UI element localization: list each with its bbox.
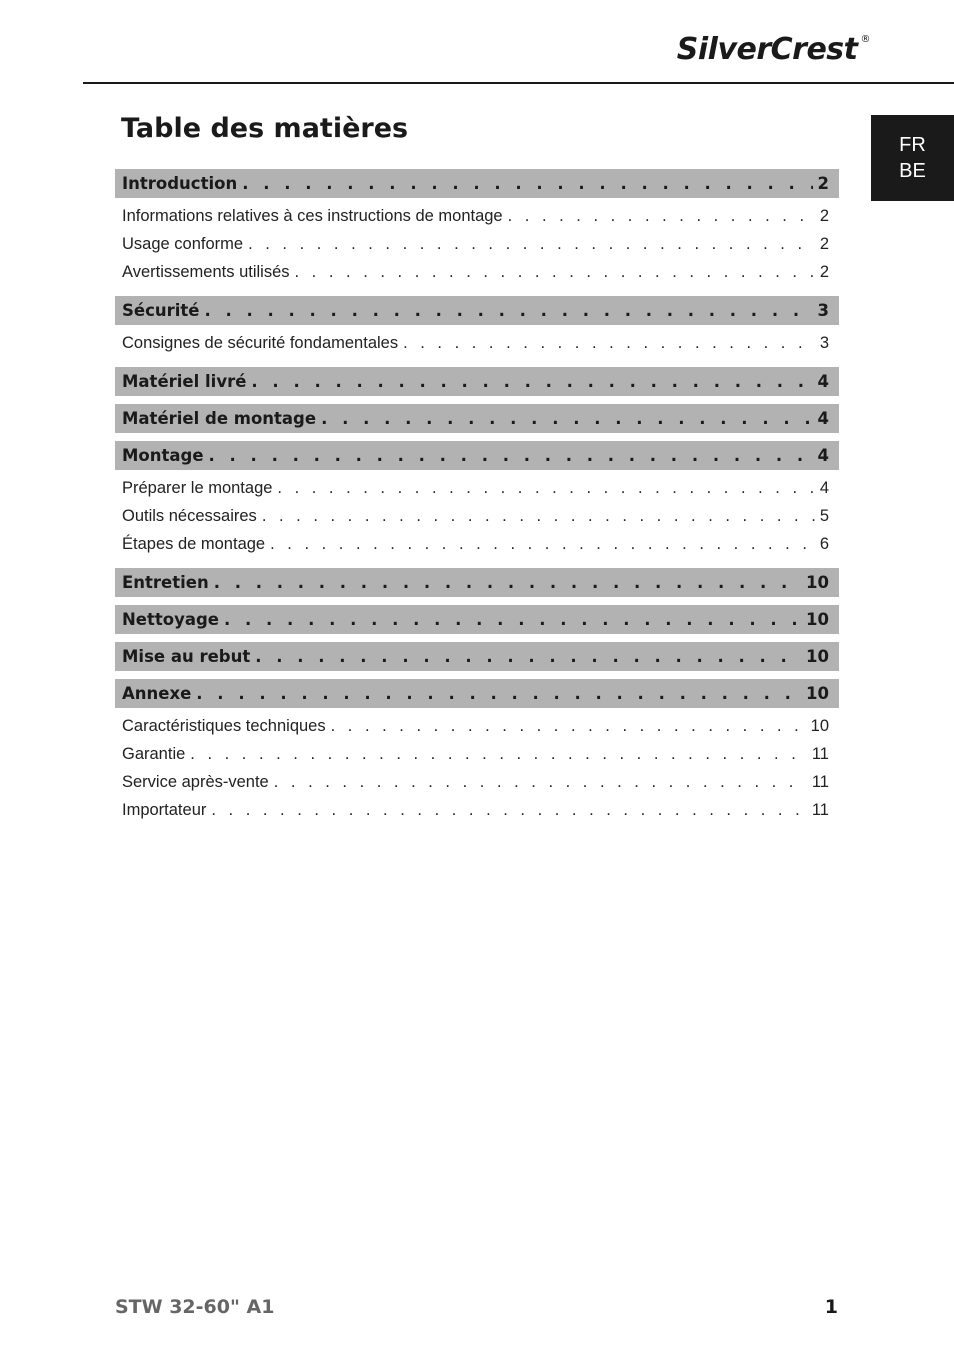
dot-leader bbox=[204, 301, 812, 320]
toc-section bbox=[115, 679, 839, 826]
language-code-fr: FR bbox=[899, 134, 926, 156]
toc-section-heading[interactable] bbox=[115, 296, 839, 325]
toc-section bbox=[115, 441, 839, 560]
dot-leader bbox=[262, 507, 815, 526]
page-title: Table des matières bbox=[121, 113, 409, 144]
toc-section-heading[interactable] bbox=[115, 441, 839, 470]
toc-entry-page: 4 bbox=[819, 478, 829, 497]
footer-model-number: STW 32-60" A1 bbox=[115, 1296, 275, 1318]
toc-section-page: 10 bbox=[806, 684, 829, 703]
toc-section-title: Matériel de montage bbox=[122, 409, 317, 428]
toc-section bbox=[115, 296, 839, 359]
toc-entry-page: 2 bbox=[819, 234, 829, 253]
toc-entry-page: 5 bbox=[819, 506, 829, 525]
toc-section-title: Annexe bbox=[122, 684, 192, 703]
toc-section-title: Mise au rebut bbox=[122, 647, 251, 666]
toc-section-heading[interactable] bbox=[115, 679, 839, 708]
dot-leader bbox=[251, 372, 812, 391]
dot-leader bbox=[255, 647, 801, 666]
dot-leader bbox=[196, 684, 801, 703]
toc-entry-page: 2 bbox=[819, 206, 829, 225]
toc-entry-page: 11 bbox=[811, 744, 829, 763]
toc-section bbox=[115, 568, 839, 597]
toc-entry-page: 11 bbox=[811, 800, 829, 819]
toc-entry-page: 6 bbox=[819, 534, 829, 553]
registered-mark: ® bbox=[860, 34, 870, 45]
toc-sublist bbox=[115, 325, 839, 359]
toc-entry[interactable] bbox=[115, 258, 839, 286]
toc-section bbox=[115, 169, 839, 288]
toc-sublist bbox=[115, 198, 839, 288]
toc-entry-label: Caractéristiques techniques bbox=[122, 716, 326, 735]
toc-entry[interactable] bbox=[115, 230, 839, 258]
dot-leader bbox=[295, 263, 815, 282]
toc-entry[interactable] bbox=[115, 329, 839, 357]
toc-section-title: Montage bbox=[122, 446, 204, 465]
toc-entry-page: 11 bbox=[811, 772, 829, 791]
toc-entry-page: 10 bbox=[810, 716, 829, 735]
toc-entry-label: Service après-vente bbox=[122, 772, 269, 791]
toc-section-page: 4 bbox=[817, 446, 829, 465]
table-of-contents bbox=[115, 169, 839, 834]
language-code-be: BE bbox=[899, 160, 926, 182]
toc-section-page: 4 bbox=[817, 372, 829, 391]
toc-entry[interactable] bbox=[115, 712, 839, 740]
toc-section bbox=[115, 367, 839, 396]
toc-entry[interactable] bbox=[115, 796, 839, 824]
toc-entry-label: Informations relatives à ces instructions de montage bbox=[122, 206, 503, 225]
toc-section bbox=[115, 605, 839, 634]
toc-section bbox=[115, 642, 839, 671]
toc-section-title: Matériel livré bbox=[122, 372, 247, 391]
toc-entry[interactable] bbox=[115, 202, 839, 230]
dot-leader bbox=[248, 235, 815, 254]
footer-page-number: 1 bbox=[824, 1296, 838, 1318]
toc-entry-label: Préparer le montage bbox=[122, 478, 273, 497]
toc-entry[interactable] bbox=[115, 474, 839, 502]
toc-section-heading[interactable] bbox=[115, 367, 839, 396]
dot-leader bbox=[190, 745, 807, 764]
brand-logo bbox=[677, 32, 870, 67]
toc-section-title: Entretien bbox=[122, 573, 209, 592]
toc-section-title: Introduction bbox=[122, 174, 238, 193]
toc-sublist bbox=[115, 708, 839, 826]
toc-entry-label: Garantie bbox=[122, 744, 186, 763]
toc-entry-label: Étapes de montage bbox=[122, 534, 266, 553]
dot-leader bbox=[508, 207, 815, 226]
toc-entry[interactable] bbox=[115, 530, 839, 558]
brand-logo-text: SilverCrest bbox=[676, 32, 858, 67]
toc-section-heading[interactable] bbox=[115, 404, 839, 433]
toc-section-heading[interactable] bbox=[115, 169, 839, 198]
toc-section-heading[interactable] bbox=[115, 605, 839, 634]
toc-section-page: 3 bbox=[817, 301, 829, 320]
toc-entry-label: Avertissements utilisés bbox=[122, 262, 290, 281]
toc-section-page: 10 bbox=[806, 647, 829, 666]
dot-leader bbox=[209, 446, 813, 465]
dot-leader bbox=[321, 409, 812, 428]
toc-entry-label: Usage conforme bbox=[122, 234, 244, 253]
dot-leader bbox=[331, 717, 806, 736]
toc-entry-page: 2 bbox=[819, 262, 829, 281]
toc-entry-label: Importateur bbox=[122, 800, 207, 819]
language-tab bbox=[871, 115, 954, 201]
toc-section-page: 2 bbox=[817, 174, 829, 193]
dot-leader bbox=[214, 573, 801, 592]
dot-leader bbox=[224, 610, 801, 629]
toc-section-heading[interactable] bbox=[115, 642, 839, 671]
dot-leader bbox=[277, 479, 814, 498]
toc-section-title: Nettoyage bbox=[122, 610, 220, 629]
toc-section-page: 10 bbox=[806, 573, 829, 592]
dot-leader bbox=[242, 174, 812, 193]
toc-entry-label: Consignes de sécurité fondamentales bbox=[122, 333, 399, 352]
toc-entry[interactable] bbox=[115, 502, 839, 530]
dot-leader bbox=[270, 535, 815, 554]
toc-section-page: 4 bbox=[817, 409, 829, 428]
toc-entry-page: 3 bbox=[819, 333, 829, 352]
header-rule bbox=[83, 82, 954, 84]
toc-section-page: 10 bbox=[806, 610, 829, 629]
toc-section-heading[interactable] bbox=[115, 568, 839, 597]
dot-leader bbox=[403, 334, 815, 353]
toc-section-title: Sécurité bbox=[122, 301, 200, 320]
dot-leader bbox=[274, 773, 807, 792]
toc-entry[interactable] bbox=[115, 768, 839, 796]
toc-sublist bbox=[115, 470, 839, 560]
toc-section bbox=[115, 404, 839, 433]
dot-leader bbox=[211, 801, 806, 820]
toc-entry-label: Outils nécessaires bbox=[122, 506, 257, 525]
toc-entry[interactable] bbox=[115, 740, 839, 768]
